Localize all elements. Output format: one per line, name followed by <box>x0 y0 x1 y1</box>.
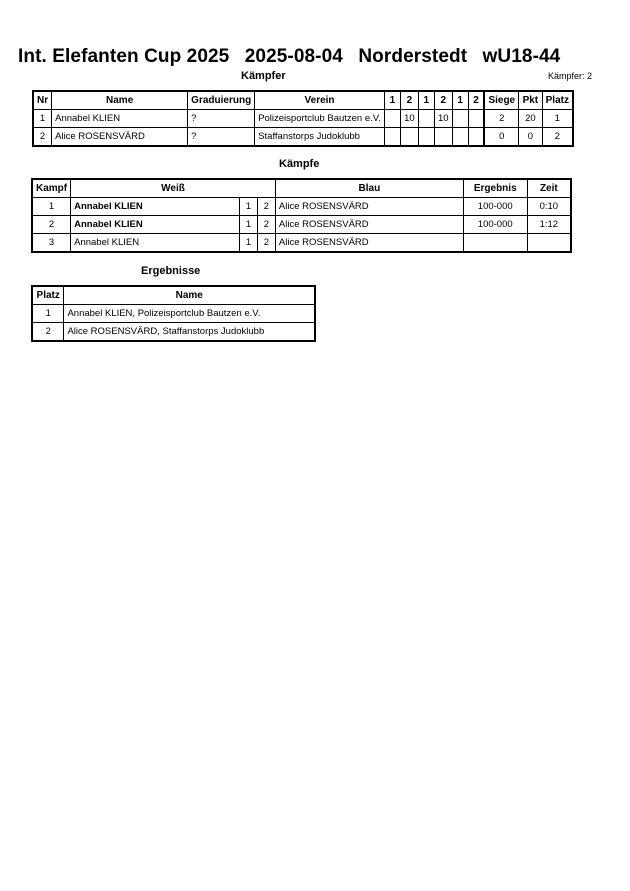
cell-ergebnis: 100-000 <box>463 198 527 216</box>
cell-name: Alice ROSENSVÄRD <box>52 128 188 147</box>
cell-siege: 0 <box>484 128 518 147</box>
col-round-3: 1 <box>418 91 434 110</box>
cell-r4: 10 <box>434 110 452 128</box>
col-name: Name <box>52 91 188 110</box>
event-date: 2025-08-04 <box>244 46 343 67</box>
cell-r2: 10 <box>400 110 418 128</box>
cell-nr: 1 <box>33 110 52 128</box>
col-platz: Platz <box>542 91 573 110</box>
cell-r3 <box>418 128 434 147</box>
cell-blau-nr: 2 <box>257 216 275 234</box>
table-row <box>32 234 571 253</box>
kaempfer-heading: Kämpfer <box>241 70 286 82</box>
kaempfe-table <box>31 178 572 253</box>
cell-kampf: 3 <box>32 234 71 253</box>
cell-platz: 2 <box>542 128 573 147</box>
cell-weiss: Annabel KLIEN <box>71 234 240 253</box>
cell-r2 <box>400 128 418 147</box>
col-nr: Nr <box>33 91 52 110</box>
cell-weiss-nr: 1 <box>240 198 258 216</box>
col-round-2: 2 <box>400 91 418 110</box>
cell-grad: ? <box>188 110 255 128</box>
cell-ergebnis: 100-000 <box>463 216 527 234</box>
cell-verein: Staffanstorps Judoklubb <box>255 128 385 147</box>
kaempfe-header-row <box>32 179 571 198</box>
cell-siege: 2 <box>484 110 518 128</box>
cell-name: Annabel KLIEN, Polizeisportclub Bautzen e.V. <box>64 305 315 323</box>
col-verein: Verein <box>255 91 385 110</box>
kaempfer-count: Kämpfer: 2 <box>548 71 593 81</box>
cell-r6 <box>468 110 484 128</box>
col-round-1: 1 <box>384 91 400 110</box>
col-zeit: Zeit <box>527 179 571 198</box>
col-ergebnis: Ergebnis <box>463 179 527 198</box>
cell-r3 <box>418 110 434 128</box>
cell-pkt: 0 <box>519 128 542 147</box>
cell-blau: Alice ROSENSVÄRD <box>275 216 463 234</box>
cell-grad: ? <box>188 128 255 147</box>
col-siege: Siege <box>484 91 518 110</box>
event-name: Int. Elefanten Cup 2025 <box>18 46 230 67</box>
col-platz: Platz <box>32 286 64 305</box>
cell-platz: 1 <box>32 305 64 323</box>
cell-blau-nr: 2 <box>257 198 275 216</box>
table-row <box>32 198 571 216</box>
cell-pkt: 20 <box>519 110 542 128</box>
col-round-6: 2 <box>468 91 484 110</box>
col-graduierung: Graduierung <box>188 91 255 110</box>
table-row <box>33 128 573 147</box>
cell-r5 <box>452 110 468 128</box>
cell-weiss: Annabel KLIEN <box>71 216 240 234</box>
cell-name: Alice ROSENSVÄRD, Staffanstorps Judoklubb <box>64 323 315 342</box>
cell-zeit: 1:12 <box>527 216 571 234</box>
cell-r6 <box>468 128 484 147</box>
kaempfe-heading: Kämpfe <box>279 158 320 170</box>
col-name: Name <box>64 286 315 305</box>
kaempfer-header-row <box>33 91 573 110</box>
kaempfer-table <box>32 90 574 147</box>
col-blau: Blau <box>275 179 463 198</box>
cell-r5 <box>452 128 468 147</box>
cell-verein: Polizeisportclub Bautzen e.V. <box>255 110 385 128</box>
page-title <box>18 46 570 68</box>
cell-blau: Alice ROSENSVÄRD <box>275 234 463 253</box>
cell-ergebnis <box>463 234 527 253</box>
cell-zeit: 0:10 <box>527 198 571 216</box>
event-category: wU18-44 <box>482 46 561 67</box>
cell-name: Annabel KLIEN <box>52 110 188 128</box>
cell-zeit <box>527 234 571 253</box>
cell-nr: 2 <box>33 128 52 147</box>
ergebnisse-header-row <box>32 286 315 305</box>
cell-r1 <box>384 128 400 147</box>
cell-kampf: 1 <box>32 198 71 216</box>
cell-blau-nr: 2 <box>257 234 275 253</box>
table-row <box>32 323 315 342</box>
cell-weiss: Annabel KLIEN <box>71 198 240 216</box>
col-kampf: Kampf <box>32 179 71 198</box>
cell-weiss-nr: 1 <box>240 216 258 234</box>
event-place: Norderstedt <box>358 46 468 67</box>
cell-platz: 2 <box>32 323 64 342</box>
col-pkt: Pkt <box>519 91 542 110</box>
cell-r1 <box>384 110 400 128</box>
col-round-5: 1 <box>452 91 468 110</box>
cell-r4 <box>434 128 452 147</box>
cell-kampf: 2 <box>32 216 71 234</box>
cell-weiss-nr: 1 <box>240 234 258 253</box>
ergebnisse-heading: Ergebnisse <box>141 265 201 277</box>
col-round-4: 2 <box>434 91 452 110</box>
cell-blau: Alice ROSENSVÄRD <box>275 198 463 216</box>
col-weiss: Weiß <box>71 179 276 198</box>
table-row <box>33 110 573 128</box>
table-row <box>32 305 315 323</box>
table-row <box>32 216 571 234</box>
ergebnisse-table <box>31 285 316 342</box>
cell-platz: 1 <box>542 110 573 128</box>
